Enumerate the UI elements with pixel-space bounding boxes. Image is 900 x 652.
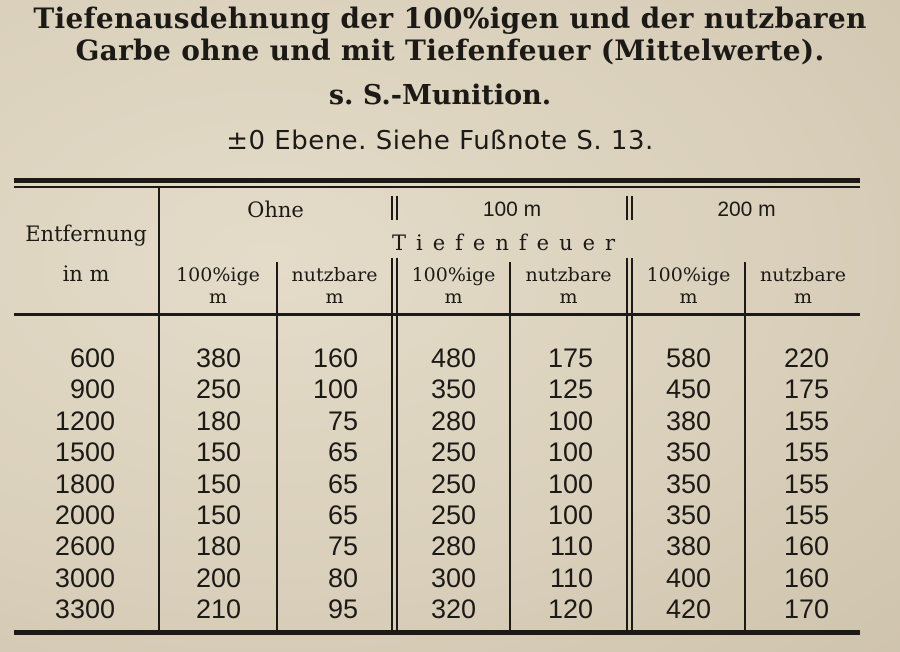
group-divider-ohne-100 xyxy=(391,258,393,630)
table-cell: 350 xyxy=(430,374,476,405)
table-cell: 100 xyxy=(547,468,593,499)
table-cell: 380 xyxy=(665,531,711,562)
subheader-200m-100 xyxy=(633,264,744,308)
table-cell: 300 xyxy=(430,562,476,593)
table-cell: 250 xyxy=(430,499,476,530)
subheader-ohne-nutz xyxy=(278,264,391,308)
table-cell: 95 xyxy=(327,594,358,625)
table-cell: 65 xyxy=(327,468,358,499)
subheader-label: nutzbare xyxy=(525,264,612,286)
table-cell: 125 xyxy=(547,374,593,405)
subheader-unit: m xyxy=(444,286,463,308)
footnote-reference: ±0 Ebene. Siehe Fußnote S. 13. xyxy=(226,126,654,156)
subheader-100m-nutz xyxy=(511,264,626,308)
table-cell: 75 xyxy=(327,405,358,436)
header-tiefenfeuer: Tiefenfeuer xyxy=(392,231,626,255)
table-cell: 1500 xyxy=(54,437,115,468)
header-100m: 100 m xyxy=(482,198,542,221)
table-cell: 580 xyxy=(665,343,711,373)
table-cell: 380 xyxy=(195,343,241,373)
table-cell: 65 xyxy=(327,499,358,530)
ammunition-subtitle: s. S.-Munition. xyxy=(328,80,552,111)
table-cell: 600 xyxy=(69,343,115,373)
column-ohne-nutzbare xyxy=(278,343,358,626)
table-cell: 160 xyxy=(783,562,829,593)
table-cell: 150 xyxy=(195,468,241,499)
subheader-label: 100%ige xyxy=(176,264,260,286)
table-cell: 155 xyxy=(783,468,829,499)
table-cell: 80 xyxy=(327,562,358,593)
table-cell: 900 xyxy=(69,374,115,405)
table-cell: 155 xyxy=(783,437,829,468)
table-cell: 200 xyxy=(195,562,241,593)
subheader-label: nutzbare xyxy=(760,264,846,286)
table-cell: 480 xyxy=(430,343,476,373)
table-bottom-rule xyxy=(14,630,860,635)
table-cell: 1800 xyxy=(54,468,115,499)
table-cell: 175 xyxy=(783,374,829,405)
table-cell: 320 xyxy=(430,594,476,625)
column-100m-100 xyxy=(398,343,476,626)
subheader-unit: m xyxy=(793,286,813,308)
table-cell: 110 xyxy=(549,531,593,562)
table-cell: 175 xyxy=(547,343,593,373)
subheader-unit: m xyxy=(679,286,698,308)
table-cell: 150 xyxy=(195,499,241,530)
table-cell: 65 xyxy=(327,437,358,468)
table-cell: 420 xyxy=(665,594,711,625)
subheader-label: nutzbare xyxy=(291,264,378,286)
subheader-unit: m xyxy=(208,286,228,308)
table-cell: 110 xyxy=(549,562,593,593)
table-cell: 100 xyxy=(312,374,358,405)
subheader-200m-nutz xyxy=(746,264,860,308)
subheader-ohne-100 xyxy=(160,264,276,308)
subheader-unit: m xyxy=(325,286,344,308)
subheader-label: 100%ige xyxy=(411,264,496,286)
table-cell: 210 xyxy=(195,594,241,625)
table-cell: 100 xyxy=(547,499,593,530)
header-200m: 200 m xyxy=(717,198,776,221)
table-cell: 280 xyxy=(430,531,476,562)
table-cell: 380 xyxy=(665,405,711,436)
subheader-unit: m xyxy=(559,286,578,308)
table-cell: 155 xyxy=(783,499,829,530)
table-cell: 250 xyxy=(430,437,476,468)
table-cell: 400 xyxy=(665,562,711,593)
table-cell: 100 xyxy=(547,437,593,468)
table-cell: 280 xyxy=(430,405,476,436)
table-cell: 150 xyxy=(195,437,241,468)
table-cell: 100 xyxy=(547,405,593,436)
table-cell: 75 xyxy=(327,531,358,562)
table-cell: 350 xyxy=(665,499,711,530)
table-cell: 160 xyxy=(783,531,829,562)
column-200m-100 xyxy=(633,343,711,626)
subheader-100m-100 xyxy=(398,264,509,308)
group-divider-100-200 xyxy=(626,258,628,630)
table-cell: 120 xyxy=(547,594,593,625)
group-divider-100-200 xyxy=(626,196,628,220)
page-title-line-1: Tiefenausdehnung der 100%igen und der nutzbaren xyxy=(33,2,867,35)
table-cell: 3000 xyxy=(54,562,115,593)
table-cell: 180 xyxy=(195,531,241,562)
column-200m-nutzbare xyxy=(746,343,829,626)
group-divider-ohne-100 xyxy=(391,196,393,220)
table-cell: 1200 xyxy=(54,405,115,436)
page-title-line-2: Garbe ohne und mit Tiefenfeuer (Mittelwerte). xyxy=(75,34,825,67)
table-cell: 170 xyxy=(783,594,829,625)
table-cell: 350 xyxy=(665,468,711,499)
table-cell: 250 xyxy=(430,468,476,499)
table-top-rule-thick xyxy=(14,178,860,183)
header-in-m: in m xyxy=(62,262,110,286)
table-cell: 3300 xyxy=(54,594,115,625)
header-ohne: Ohne xyxy=(247,198,304,222)
table-cell: 2000 xyxy=(54,499,115,530)
table-cell: 180 xyxy=(195,405,241,436)
column-entfernung xyxy=(14,343,115,626)
subheader-label: 100%ige xyxy=(646,264,731,286)
table-cell: 160 xyxy=(312,343,358,373)
table-cell: 350 xyxy=(665,437,711,468)
table-cell: 2600 xyxy=(54,531,115,562)
column-ohne-100 xyxy=(160,343,241,626)
table-cell: 250 xyxy=(195,374,241,405)
table-cell: 450 xyxy=(665,374,711,405)
table-top-rule-thin xyxy=(14,186,860,188)
header-divider-rule xyxy=(14,313,860,316)
table-cell: 155 xyxy=(783,405,829,436)
table-cell: 220 xyxy=(783,343,829,373)
header-entfernung: Entfernung xyxy=(25,222,147,246)
column-100m-nutzbare xyxy=(511,343,593,626)
